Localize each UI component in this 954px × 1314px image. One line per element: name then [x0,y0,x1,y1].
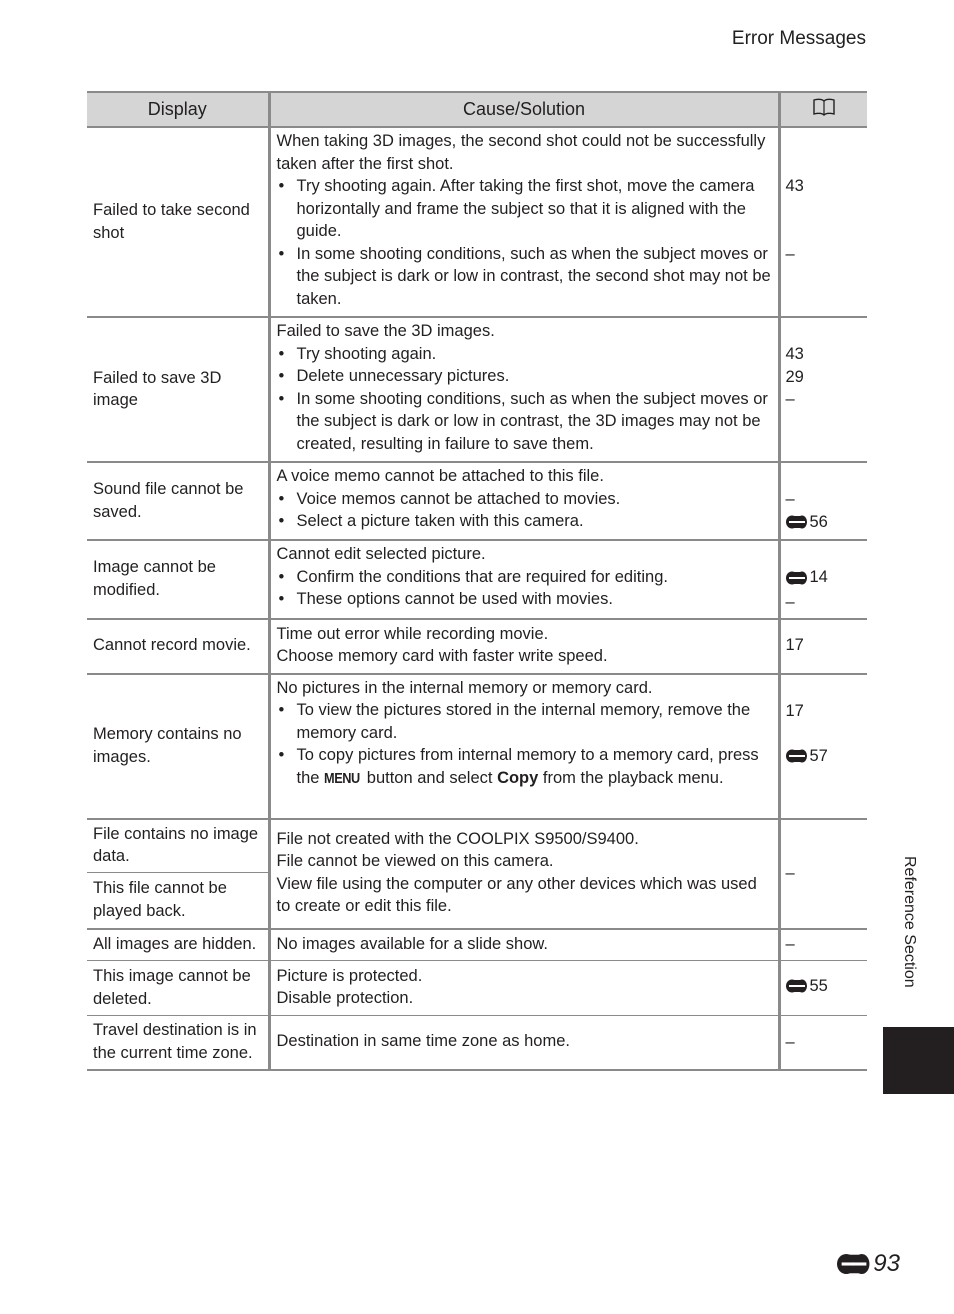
cause-intro: No pictures in the internal memory or memory card. [276,678,653,697]
cause-bullet: • Voice memos cannot be attached to movies. [277,488,772,511]
page-ref: – [785,244,795,263]
cause-cell [269,619,779,674]
cause-bullet: • Try shooting again. [277,343,772,366]
page-ref: 29 [785,367,804,386]
cause-line: File cannot be viewed on this camera. [276,852,554,870]
page-ref-cell [779,619,867,674]
header-page-reference [779,92,867,127]
page-header-title: Error Messages [731,28,866,49]
cause-bullet: • In some shooting conditions, such as when the subject moves or the subject is dark or low in contrast, the 3D images may not be created, resulting in failure to save them. [277,388,772,456]
page-ref-cell [779,674,867,819]
cause-bullet: • Select a picture taken with this camera. [277,510,772,533]
page-ref: 43 [785,345,804,363]
cause-bullet: • In some shooting conditions, such as when the subject moves or the subject is dark or low in contrast, the second shot may not be taken. [277,243,772,311]
header-cause-solution: Cause/Solution [269,92,779,127]
e-reference-icon [786,749,808,763]
table-header-row [87,92,867,127]
display-cell: Failed to take second shot [87,127,269,317]
page-ref-cell [779,929,867,961]
cause-cell [269,819,779,929]
page-ref-cell [779,540,867,618]
page-ref: – [785,593,795,611]
table-row [87,819,867,873]
cause-line: View file using the computer or any other devices which was used to create or edit this file. [276,874,757,915]
page-ref: 56 [809,512,828,531]
cause-intro: Failed to save the 3D images. [276,322,495,340]
table-row [87,961,867,1016]
table-row [87,929,867,961]
page-ref-cell [779,1016,867,1070]
table-row [87,674,867,819]
cause-cell [269,674,779,819]
display-cell: This file cannot be played back. [87,873,269,929]
page-ref-cell [779,127,867,317]
cause-intro: A voice memo cannot be attached to this file. [276,467,604,485]
display-cell: Memory contains no images. [87,674,269,819]
table-row [87,540,867,618]
cause-bullet: • To copy pictures from internal memory to a memory card, press the MENU button and select Copy from the playback menu. [277,744,772,790]
page-ref: – [785,863,795,882]
display-cell: Cannot record movie. [87,619,269,674]
display-cell: Failed to save 3D image [87,317,269,462]
cause-cell [269,317,779,462]
table-row [87,462,867,540]
page-ref: 43 [785,177,804,195]
table-row [87,317,867,462]
side-tab-label: Reference Section [901,856,918,988]
cause-cell [269,929,779,961]
cause-bullet: • Confirm the conditions that are required for editing. [277,566,772,589]
cause-line: Picture is protected. [276,966,423,985]
display-cell: This image cannot be deleted. [87,961,269,1016]
menu-button-label: MENU [324,769,360,787]
cause-intro: When taking 3D images, the second shot could not be successfully taken after the first shot. [276,132,766,173]
cause-intro: Cannot edit selected picture. [276,545,486,564]
page-ref: – [785,1032,795,1051]
header-display: Display [87,92,269,127]
cause-line: Choose memory card with faster write speed. [276,647,608,665]
copy-menu-label: Copy [497,768,539,787]
book-icon [812,98,836,122]
page-ref-cell [779,317,867,462]
cause-cell [269,127,779,317]
page-ref: – [785,490,795,508]
cause-cell [269,961,779,1016]
display-cell: Travel destination is in the current time zone. [87,1016,269,1070]
display-cell: Image cannot be modified. [87,540,269,618]
table-row [87,127,867,317]
cause-bullet: • To view the pictures stored in the internal memory, remove the memory card. [277,699,772,744]
cause-cell [269,540,779,618]
table-row [87,619,867,674]
page-ref: 14 [809,568,828,587]
cause-line: Destination in same time zone as home. [276,1032,570,1050]
page-ref-cell [779,462,867,540]
page-number-text: 93 [873,1250,900,1277]
cause-line: Time out error while recording movie. [276,624,549,643]
page-ref-cell [779,961,867,1016]
page-ref: – [785,935,795,953]
e-reference-icon [786,515,808,529]
e-reference-icon [837,1253,871,1275]
cause-cell [269,1016,779,1070]
reference-section-tab [883,1027,954,1094]
error-messages-table [87,91,867,1071]
e-reference-icon [786,979,808,993]
cause-line: File not created with the COOLPIX S9500/S9400. [276,829,639,848]
page-ref: – [785,390,795,408]
cause-cell [269,462,779,540]
display-cell: Sound file cannot be saved. [87,462,269,540]
page-number [837,1250,900,1278]
page-ref: 55 [809,977,828,996]
page-ref: 17 [785,701,804,720]
cause-bullet: • Delete unnecessary pictures. [277,365,772,388]
cause-bullet: • Try shooting again. After taking the first shot, move the camera horizontally and frame the subject so that it is aligned with the guide. [277,175,772,243]
page-ref: 57 [809,746,828,765]
display-cell: File contains no image data. [87,819,269,873]
e-reference-icon [786,571,808,585]
cause-bullet: • These options cannot be used with movies. [277,588,772,611]
display-cell: All images are hidden. [87,929,269,961]
cause-line: Disable protection. [276,989,414,1007]
page-ref: 17 [785,636,804,655]
page-ref-cell [779,819,867,929]
cause-line: No images available for a slide show. [276,934,548,953]
table-row [87,1016,867,1070]
